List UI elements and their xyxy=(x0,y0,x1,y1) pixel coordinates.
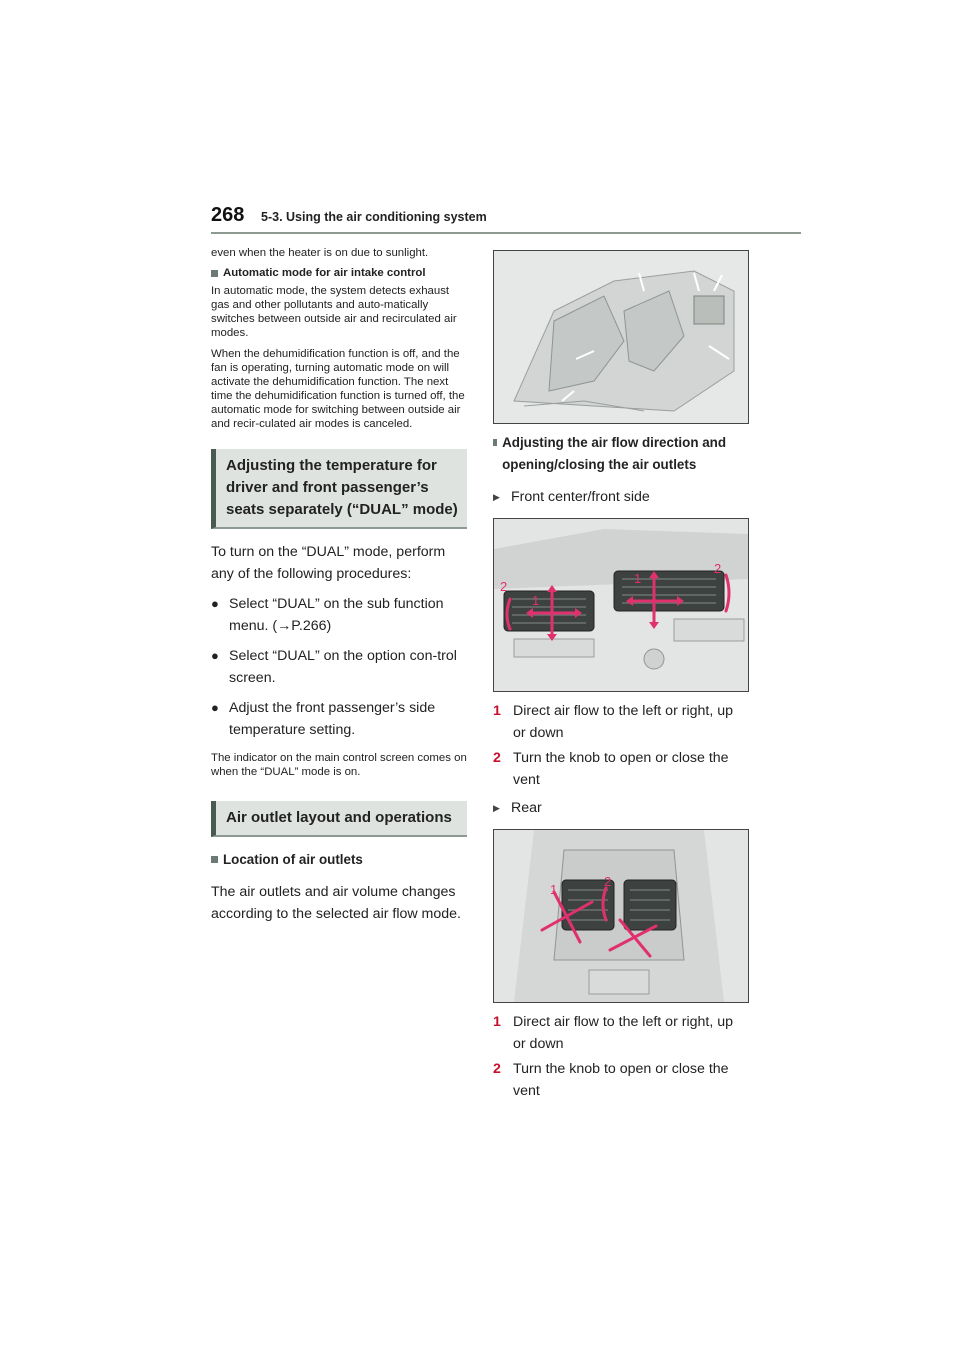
front-vents-illustration xyxy=(493,518,749,692)
dual-note: The indicator on the main control screen comes on when the “DUAL” mode is on. xyxy=(211,752,467,778)
bullet-dot-icon: ● xyxy=(211,648,219,663)
step-text: Direct air flow to the left or right, up or down xyxy=(513,1014,733,1052)
step-number: 2 xyxy=(493,750,501,766)
cabin-air-outlet-illustration xyxy=(493,250,749,424)
callout-2: 2 xyxy=(714,561,722,576)
step-text: Turn the knob to open or close the vent xyxy=(513,1061,729,1099)
callout-1: 1 xyxy=(634,571,642,586)
section-title: 5-3. Using the air conditioning system xyxy=(261,210,487,224)
location-heading-text: Location of air outlets xyxy=(223,852,363,867)
callout-1: 1 xyxy=(532,593,540,608)
step-number: 1 xyxy=(493,1014,501,1030)
callout-1: 1 xyxy=(550,882,558,897)
step-text: Turn the knob to open or close the vent xyxy=(513,750,729,788)
rear-step xyxy=(493,1011,749,1055)
dual-bullet xyxy=(211,645,467,689)
auto-intake-para2: When the dehumidification function is off, and the fan is operating, turning automatic mode on will activate the dehumidification function. The next time the dehumidification function is turned off, the automatic mode for switching between outside air and recir-culated air modes is canceled. xyxy=(211,348,465,430)
adjust-heading xyxy=(493,432,749,476)
step-text: Direct air flow to the left or right, up or down xyxy=(513,703,733,741)
dual-intro: To turn on the “DUAL” mode, perform any of the following procedures: xyxy=(211,544,446,582)
auto-intake-heading-text: Automatic mode for air intake control xyxy=(223,267,426,279)
square-bullet-icon xyxy=(211,856,218,863)
square-bullet-icon xyxy=(493,439,497,446)
dual-bullet-text: Select “DUAL” on the option con-trol screen. xyxy=(229,648,457,686)
rear-vents-illustration xyxy=(493,829,749,1003)
callout-2: 2 xyxy=(604,874,612,889)
dual-bullet-text: Adjust the front passenger’s side temperature setting. xyxy=(229,700,436,738)
rear-label-text: Rear xyxy=(511,800,542,816)
front-step xyxy=(493,700,749,744)
intro-text: even when the heater is on due to sunlight. xyxy=(211,247,429,259)
left-column xyxy=(211,246,467,933)
step-number: 1 xyxy=(493,703,501,719)
header-rule xyxy=(211,232,801,234)
front-label-text: Front center/front side xyxy=(511,489,650,505)
dual-bullet xyxy=(211,697,467,741)
rear-label xyxy=(493,797,749,819)
bullet-dot-icon: ● xyxy=(211,596,219,611)
front-step xyxy=(493,747,749,791)
outlets-section-title: Air outlet layout and operations xyxy=(211,801,467,837)
callout-2: 2 xyxy=(500,579,508,594)
square-bullet-icon xyxy=(211,270,218,277)
auto-intake-heading xyxy=(211,267,467,279)
front-label xyxy=(493,486,749,508)
triangle-right-icon: ▶ xyxy=(493,492,500,502)
adjust-heading-text: Adjusting the air flow direction and opening/closing the air outlets xyxy=(502,435,727,472)
right-column xyxy=(493,250,749,1105)
location-text: The air outlets and air volume changes according to the selected air flow mode. xyxy=(211,884,461,922)
dual-bullet-text: Select “DUAL” on the sub function menu. (→P.266) xyxy=(229,596,444,634)
dual-bullet xyxy=(211,593,467,637)
page-header xyxy=(211,200,801,234)
triangle-right-icon: ▶ xyxy=(493,803,500,813)
step-number: 2 xyxy=(493,1061,501,1077)
rear-step xyxy=(493,1058,749,1102)
auto-intake-para1: In automatic mode, the system detects exhaust gas and other pollutants and auto-matically switches between outside air and recirculated air modes. xyxy=(211,285,457,339)
dual-section-title: Adjusting the temperature for driver and front passenger’s seats separately (“DUAL” mode) xyxy=(211,449,467,529)
page-number: 268 xyxy=(211,204,245,226)
bullet-dot-icon: ● xyxy=(211,700,219,715)
location-heading xyxy=(211,849,467,871)
